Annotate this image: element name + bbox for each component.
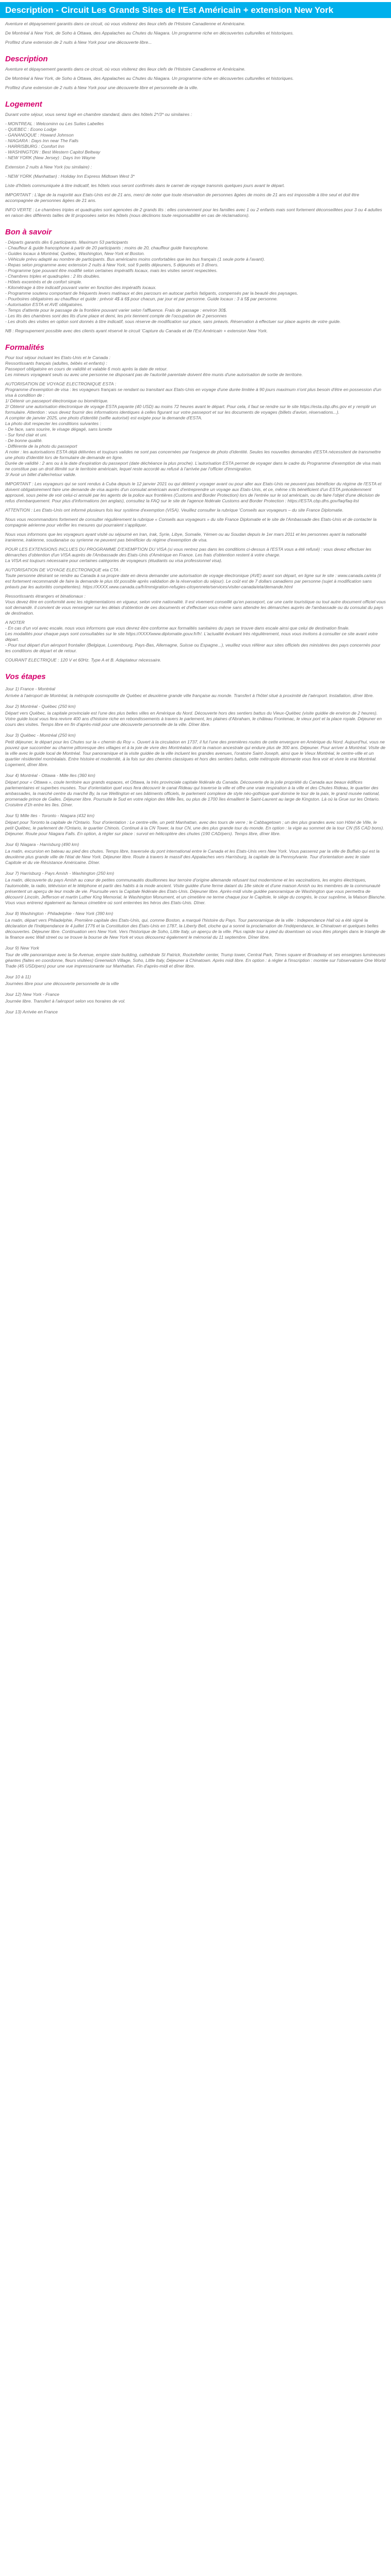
etape-title: Jour 1) France - Montréal [5, 686, 55, 691]
etape-day [5, 842, 386, 866]
title-bar [0, 2, 391, 18]
formalites-paragraph: Ressortissants étrangers et binationaux : [5, 594, 86, 599]
bon-item: - Pourboires obligatoires au chauffeur et guide : prévoir 4$ à 6$ pour chacun, par jour et par personne. Guide locaux : 3 à 5$ par personne. [5, 296, 278, 301]
bon-item: - Autorisation ESTA et AVE obligatoires. [5, 302, 84, 307]
formalites-paragraph: Programme d'exemption de visa : les voyageurs français se rendant ou transitant aux Etats-Unis en voyage d'une durée limitée à 90 jours maximum n'ont plus besoin d'être en possession d'un visa à condition de : [5, 387, 382, 398]
page-title: Description - Circuit Les Grands Sites de l'Est Américain + extension New York [5, 5, 334, 15]
etape-title: Jour 10 à 11) [5, 974, 31, 979]
formalites-heading: Formalités [5, 343, 44, 352]
formalites-paragraph: Les mineurs voyageant seuls ou avec une personne ne disposant pas de l'autorité parentale doivent être munis d'une autorisation de sortie de territoire. [5, 372, 303, 377]
bon-item: - Les droits des visites en option sont donnés à titre indicatif, sous réserve de modification sur place, sans préavis. Réservation à effectuer sur place auprès de votre guide. [5, 319, 341, 324]
formalites-paragraph: Les modalités pour chaque pays sont consultables sur le site https://XXXXwww.diplomatie.gouv.fr/fr/. L'actualité évoluant très régulièrement, nous vous invitons à consulter ce site avant votre départ. [5, 631, 378, 642]
formalites-paragraph: Nous vous recommandons fortement de consulter régulièrement la rubrique « Conseils aux voyageurs » du site France Diplomatie et le site de l'Ambassade des Etats-Unis et de contacter la compagnie aérienne pour vérifier les mesures qui pourraient s'appliquer. [5, 517, 377, 528]
etape-day [5, 992, 386, 1004]
formalites-paragraph: 1/ Détenir un passeport électronique ou biométrique. [5, 398, 109, 403]
etape-text: La matin, découverte du pays Amish au cœur de petites communautés douillonnes leur terroire d'origine allemande refusant tout modernisme et les vaccinations, les engins électriques, l'automobile, la radio, télévision et le téléphone et partir des habits à la mode ancient. Visite guidée d'une ferme datant du 18e siècle et d'une maison Amish ou les membres de la communauté présentent un aperçu de leur mode de vie. Poursuite vers la Capitale fédérale des Etats-Unis. Déjeuner libre. Après-midi visite guidée panoramique de Washington que vous permettra de découvrir Lincoln, Jefferson et martin Luther King Memorial, le Washington Monument, et un cimetière ne terme chaque jour le Capitole, le siège du congrès, le cour suprême, la Maison Blanche. Vous vous entrerez également au fameux cimetière où sont enterrées les héros des Etats-Unis. Dîner. [5, 877, 386, 905]
logement-paragraph-2: Extension 2 nuits à New York (ou similaire) : [5, 164, 92, 170]
etape-text: Petit déjeuner, le départ pour les Chutes sur la « chemin du Roy ». Ouvert à la circulation en 1737, il fut l'une des premières routes de cette envergure en Amérique du Nord. Aujourd'hui, vous ne pouvez que succomber au charme pittoresque des villages et à la joie de vivre des Montréalais dont la maison ancestrale qui endure plus de 300 ans. Déjeuner. Pour arriver à Montréal. Visite de la ville avec le guide local de Montréal. Tour panoramique et la visite guidée de la ville incluent les grandes avenues, l'oratoire Saint-Joseph, ainsi que le Vieux Montréal, le centre-ville et un quartier résidentiel montréalais. Entre histoire et modernité, à la fois sur des chemins classiques et hors des sentiers battus, cette métropole étonnante vous fera voir et vivre le vrai Montréal. Logement, dîner libre. [5, 739, 386, 767]
bon-item: - Programme soutenu comportant de fréquents levers matinaux et des parcours en autocar parfois fatigants, compensés par la beauté des paysages. [5, 291, 298, 296]
hotel-item: - GANANOQUE : Howard Johnson [5, 132, 74, 138]
formalites-paragraph: La photo doit respecter les conditions suivantes : [5, 421, 101, 426]
formalites-paragraph: - De bonne qualité. [5, 438, 43, 443]
etapes-block [5, 686, 386, 1015]
bon-item: - Guides locaux à Montréal, Québec, Washington, New-York et Boston. [5, 251, 145, 256]
formalites-paragraph: La VISA est toujours nécessaire pour certaines catégories de voyageurs (étudiants ou visa professionnel visa). [5, 558, 223, 563]
etape-text: La matin, départ vers Philadelphie, Première capitale des Etats-Unis, qui, comme Boston, a marqué l'histoire du Pays. Tour panoramique de la ville : Independance Hall où a été signé la déclaration de l'Indépendance le 4 juillet 1776 et la Constitution des États-Unis en 1787, la Liberty Bell, cloche qui a sonné la proclamation de l'indépendance, le Chinatown et quelques belles découvertes. Déjeuner libre. Continuation vers New York. Vers l'historique de Soho, Little Italy, un aperçu de la ville. Plus rapide tour à pied du downtown où vous êtes plongés dans le triangle de la finance avec Wall street ou se trouve la bourse de New York et vous découvrez également le mémorial du 11 septembre. Dîner libre. [5, 918, 386, 940]
formalites-paragraph: Toute personne désirant se rendre au Canada à sa propre date en devra demander une autorisation de voyage électronique (AVE) avant son départ, en ligne sur le site : www.canada.ca/eta (il est fortement recommandé de faire la demande le plus tôt possible après validation de la réservation du séjour). Le coût est de 7 dollars canadiens par personne (sujet à modification sans préavis par les autorités compétentes). https://XXXX.www.canada.ca/fr/immigration-refugies-citoyennete/services/visiter-canada/eta/demande.html [5, 573, 381, 589]
logement-paragraph-5: IMPORTANT : L'âge de la majorité aux Etats-Unis est de 21 ans, merci de noter que toute réservation de personnes âgées de moins de 21 ans est impossible à titre seul et doit être accompagnée de personnes âgées de 21 ans. [5, 192, 360, 203]
etape-day [5, 911, 386, 940]
formalites-paragraph: Pour tout séjour incluant les Etats-Unis et le Canada : [5, 355, 110, 360]
etape-title: Jour 3) Québec - Montréal (250 km) [5, 733, 76, 738]
formalites-paragraph: - Différente de la photo du passeport [5, 444, 77, 449]
formalites-paragraph: IMPORTANT : Les voyageurs qui se sont rendus à Cuba depuis le 12 janvier 2021 ou qui détient y voyager avant ou pour aller aux Etats-Unis ne peuvent pas bénéficier du régime de l'ESTA et doivent obligatoirement faire une demande de visa auprès d'un consulat américain avant d'entreprendre un voyage aux Etats-Unis, et ce, même s'ils bénéficient d'un ESTA précédemment approuvé, sous peine de voir celui-ci annulé par les agents de la police aux frontières (Customs and Border Protection) lors de l'entrée sur le sol américain, ou de faire l'objet d'une décision de refus d'embarquement. Pour plus d'informations (en anglais), consultez la FAQ sur le site de l'agence fédérale Customs and Border Protection : https://ESTA.cbp.dhs.gov/faq/faq-list [5, 481, 382, 503]
hotel-item: - NIAGARA : Days Inn near The Falls [5, 138, 79, 143]
formalites-paragraph: Nous vous informons que les voyageurs ayant visité ou séjourné en Iran, Irak, Syrie, Libye, Somalie, Yémen ou au Soudan depuis le 1er mars 2011 et les personnes ayant la nationalité iranienne, irakienne, soudanaise ou syrienne ne peuvent pas bénéficier du régime d'exemption de visa. [5, 532, 367, 543]
bon-a-savoir-list [5, 240, 386, 325]
logement-paragraph-3: - NEW YORK (Manhattan) : Holiday Inn Express Midtown West 3* [5, 174, 135, 179]
etape-text: Tour de ville panoramique avec la 5e Avenue, empire state building, cathédrale St Patrick, Rockefeller center, Trump tower, Central Park, Times square et Broadway et ses enseignes lumineuses géantes (faites en coordonne, fleurs visitées) Greenwich Village, Soho, Little Italy, Déjeuner à Chinatown. Après midi libre. En option : à régler à l'inscription : montée sur l'observatoire One World Trade (45 USD/pers) pour une vue impressionante sur Manhattan. Fin d'après-midi et dîner libre. [5, 952, 386, 969]
description-paragraph-2: De Montréal à New York, de Soho à Ottawa, des Appalaches au Chutes du Niagara. Un programme riche en découvertes culturelles et historiques. [5, 76, 294, 81]
hotel-item: - NEW YORK (New Jersey) : Days Inn Wayne [5, 155, 95, 160]
intro-paragraph-1: Aventure et dépaysement garantis dans ce circuit, où vous visiterez des lieux clefs de l'Histoire Canadienne et Américaine. [5, 21, 246, 26]
logement-paragraph-4: Liste d'hôtels communiquée à titre indicatif, les hôtels vous seront confirmés dans le carnet de voyage transmis quelques jours avant le départ. [5, 183, 285, 188]
etape-day [5, 974, 386, 987]
etape-title: Jour 7) Harrisburg - Pays Amish - Washington (250 km) [5, 871, 115, 876]
etape-title: Jour 5) Mille Iles - Toronto - Niagara (432 km) [5, 813, 95, 818]
formalites-paragraph: - En cas d'un vol avec escale, nous vous informons que vous devrez être conforme aux formalités sanitaires du pays se trouve dans escale ainsi que celui de destination finale. [5, 625, 350, 631]
etape-day [5, 871, 386, 906]
etape-day [5, 704, 386, 727]
bon-item: - Départs garantis dès 6 participants. Maximum 53 participants [5, 240, 128, 245]
description-paragraph-1: Aventure et dépaysement garantis dans ce circuit, où vous visiterez des lieux clefs de l'Histoire Canadienne et Américaine. [5, 66, 246, 72]
description-paragraph-3: Profitez d'une extension de 2 nuits à New York pour une découverte libre et personnelle de la ville. [5, 85, 199, 90]
hotel-item: - MONTREAL : Welcominn ou Les Suites Labelles [5, 121, 104, 126]
etape-text: Journées libre pour une découverte personnelle de la ville [5, 981, 119, 986]
etape-day [5, 1009, 386, 1015]
etape-day [5, 813, 386, 837]
etape-title: Jour 9) New York [5, 945, 39, 951]
bon-a-savoir-block [5, 240, 386, 334]
bon-item: - Hôtels excentrés et de confort simple. [5, 279, 83, 284]
etape-day [5, 773, 386, 808]
formalites-paragraph: COURANT ELECTRIQUE : 120 V et 60Hz. Type A et B. Adaptateur nécessaire. [5, 657, 161, 663]
formalites-paragraph: 2/ Obtenir une autorisation électronique de voyage ESTA payante (40 USD) au moins 72 heures avant le départ. Pour cela, il faut se rendre sur le site https://esta.cbp.dhs.gov et y remplir un formulaire. Attention : vous devez fournir des informations identiques à celles figurant sur votre passeport et sur les documents de voyages (billets d'avion, réservations...). [5, 404, 376, 415]
logement-paragraph-6: INFO VERTE : Le chambres triples et quadruples sont agencées de 2 grands lits : elles conviennent pour les familles avec 1 ou 2 enfants mais sont fortement déconseillées pour 3 ou 4 adultes en raison des différents tailles de lit proposées selon les hôtels (nous déclinons toute responsabilité en cas de réclamations). [5, 207, 382, 218]
etape-text: Arrivée à l'aéroport de Montréal, la métropole cosmopolite de Québec et deuxième grande ville française au monde. Transfert à l'hôtel situé à proximité de l'aéroport. Installation, dîner libre. [5, 693, 374, 698]
formalites-paragraph: - Sur fond clair et uni. [5, 432, 47, 437]
etape-title: Jour 6) Niagara - Harrisburg (490 km) [5, 842, 79, 847]
bon-item: - Temps d'attente pour le passage de la frontière pouvant varier selon l'affluence. Frais de passage : environ 30$. [5, 308, 227, 313]
formalites-paragraph: Passeport obligatoire en cours de validité et valable 6 mois après la date de retour. [5, 366, 168, 371]
etape-title: Jour 2) Montréal - Québec (250 km) [5, 704, 76, 709]
formalites-paragraph: - Pour tout départ d'un aéroport frontalier (Belgique, Luxembourg, Pays-Bas, Allemagne, Suisse ou Espagne...), veuillez vous référer aux sites officiels des ministères des pays concernés pour les conditions de départ et de retour. [5, 642, 381, 653]
etape-text: Départ vers Québec, la capitale provinciale est l'une des plus belles villes en Amérique du Nord. Découverte hors des sentiers battus du Vieux-Québec (visite guidée de environ de 2 heures). Votre guide local vous fera revivre 400 ans d'histoire riche en rebondissements à travers le parlement, les plaines d'Abraham, le château Frontenac, le vieux port et la place royale. Déjeuner en cours des visites. Temps libre en fin d'après-midi pour une découverte personnelle de la ville. Dîner libre. [5, 710, 382, 727]
etape-day [5, 733, 386, 768]
content [0, 21, 391, 1015]
hotel-list [5, 121, 386, 161]
formalites-paragraph: A NOTER [5, 620, 25, 625]
etapes-heading: Vos étapes [5, 672, 46, 681]
formalites-paragraph: A noter : les autorisations ESTA déjà délivrées et toujours valides ne sont pas concernées par l'exigence de photo d'identité. Seules les nouvelles demandes d'ESTA nécessitent de transmettre une photo d'identité lors de formulaire de demande en ligne. [5, 449, 381, 460]
formalites-paragraph: A compter de janvier 2025, une photo d'identité (selfie autorisé) est exigée pour la demande d'ESTA. [5, 415, 203, 420]
etape-text: Départ pour « Ottawa », coule territoire aux grands espaces, et Ottawa, la très provinciale capitale fédérale du Canada. Découverte de la jolie propriété du Canada aux beaux édifices parlementaires et superbes musées. Tour d'orientation quel vous fera découvrir le canal Rideau qui traverse la ville et offre une vraie respiration à la ville et des Chutes Rideau, le quartier des ambassades, la marché centre du marché By, la rue Wellington et ses bâtiments officiels, le parlement complexe de style néo-gothique quel domine le tour de la paix, le grand musée national, promenade prince de Galles. Déjeuner libre. Poursuite le Sud en votre région des Mille Îles, ou plus de 1700 îles émaillent le Saint-Laurent au large de Kingston. Là où la Grue sur les Ontario. Croisière d'1h entre les îles. Dîner. [5, 779, 380, 807]
etape-title: Jour 13) Arrivée en France [5, 1009, 58, 1014]
etape-day [5, 945, 386, 969]
formalites-paragraph: POUR LES EXTENSIONS INCLUES DU PROGRAMME D'EXEMPTION DU VISA (si vous rentrez pas dans les conditions ci-dessus à l'ESTA vous a été refusé) : vous devez effectuer les démarches d'obtention d'un VISA auprès de l'Ambassade des Etats-Unis d'Amérique en France. Les frais d'obtention restent à votre charge. [5, 547, 371, 557]
logement-heading: Logement [5, 100, 42, 109]
bon-item: - Kilométrage à titre indicatif pouvant varier en fonction des impératifs locaux. [5, 285, 157, 290]
formalites-paragraph: AUTORISATION DE VOYAGE ELECTRONIQUE eta CTA : [5, 567, 121, 572]
formalites-paragraph: - De face, sans sourire, le visage dégagé, sans lunette [5, 427, 112, 432]
etape-day [5, 686, 386, 699]
intro-block [5, 21, 386, 45]
etape-text: La matin, excursion en bateau au pied des chutes. Temps libre, traversée du pont international entre le Canada et les Etats-Unis vers New York. Vous passerez par la ville de Buffalo qui est la deuxième plus grande ville de l'état de New York. Déjeuner libre. Route à travers le massif des Appalaches vers Harrisburg, la capitale de la Pennsylvanie. Tour d'orientation avec le state Capitole et du vie Résistance Américaine. Dîner. [5, 849, 380, 865]
bon-item: - Les lits des chambres sont des lits d'une place et demi, les prix tiennent compte de l'occupation de 2 personnes [5, 313, 227, 318]
formalites-paragraph: Vous devez être en conformité avec les réglementations en vigueur, selon votre nationalité. Il est vivement conseillé qu'en passeport, car une carte touristique ou tout autre document officiel vous soit demandé. Il convient de vous renseigner sur les délais d'obtention de ces documents et d'effectuer vous-même sans attendre les démarches auprès de l'ambassade ou du consulat du pays de destination. [5, 599, 386, 616]
formalites-paragraph: 3/ Avoir un billet d'aller/retour valide. [5, 472, 76, 477]
etape-title: Jour 8) Washington - Philadelphie - New York (390 km) [5, 911, 113, 916]
etape-text: Départ pour Toronto la capitale de l'Ontario. Tour d'orientation : Le centre-ville, un petit Manhattan, avec des tours de verre ; le Cabbagetown ; un des plus grandes avec son Hôtel de Ville, le petit Québec, le parlement de l'Ontario, le quartier Chinois. Continué à la CN Tower, la tour CN, une des plus grande tour du monde. En option : la vigie au sommet de la tour CN (55 CAD bons). Déjeuner. Route pour Niagara Falls. En option, à régler sur place : survol en hélicoptère des chutes (190 CAD/pers). Temps libre, dîner libre. [5, 820, 384, 836]
formalites-paragraph: AUTORISATION DE VOYAGE ELECTRONIQUE ESTA : [5, 381, 117, 386]
etape-text: Journée libre. Transfert à l'aéroport selon vos horaires de vol. [5, 998, 126, 1004]
page [0, 0, 391, 1039]
formalites-paragraph: ATTENTION : Les Etats-Unis ont informé plusieurs fois leur système d'exemption (VISA). Veuillez consulter la rubrique 'Conseils aux voyageurs – du site France Diplomatie. [5, 507, 344, 513]
description-block [5, 66, 386, 91]
formalites-paragraph: Ressortissants français (adultes, bébés et enfants) : [5, 361, 107, 366]
intro-paragraph-3: Profitez d'une extension de 2 nuits à New York pour une découverte libre... [5, 40, 152, 45]
logement-paragraph-1: Durant votre séjour, vous serez logé en chambre standard, dans des hôtels 2*/3* ou similaires : [5, 112, 192, 117]
bon-a-savoir-heading: Bon à savoir [5, 228, 52, 236]
formalites-block [5, 355, 386, 663]
formalites-paragraph: Durée de validité : 2 ans ou à la date d'expiration du passeport (date déchéance la plus proche). L'autorisation ESTA permet de voyager dans le cadre du Programme d'exemption de visa mais ne constitue pas un droit illimité sur le territoire américain, lequel reste accordé au refusé à l'arrivée par l'officier d'immigration. [5, 461, 381, 471]
hotel-item: - HARRISBURG : Comfort Inn [5, 144, 64, 149]
hotel-item: - QUEBEC : Econo Lodge [5, 127, 57, 132]
bon-item: - Véhicule prévu adapté au nombre de participants. Bus américains moins confortables que les bus français (1 seule porte à l'avant). [5, 257, 265, 262]
bon-item: - Programme type pouvant être modifié selon certaines impératifs locaux, mais les visites seront respectées. [5, 268, 218, 273]
intro-paragraph-2: De Montréal à New York, de Soho à Ottawa, des Appalaches au Chutes du Niagara. Un programme riche en découvertes culturelles et historiques. [5, 30, 294, 36]
bon-item: - Chauffeur & guide francophone à partir de 20 participants ; moins de 20, chauffeur guide francophone. [5, 245, 209, 250]
logement-block [5, 112, 386, 218]
etape-title: Jour 4) Montréal - Ottawa - Mille Iles (360 km) [5, 773, 95, 778]
hotel-item: - WASHINGTON : Best Western Capitol Beltway [5, 149, 101, 155]
bon-note: NB : Regroupement possible avec des clients ayant réservé le circuit 'Capture du Canada et de l'Est Américain + extension New York. [5, 328, 268, 333]
bon-item: - Chambres triples et quadruples : 2 lits doubles. [5, 274, 101, 279]
etape-title: Jour 12) New York - France [5, 992, 59, 997]
bon-item: - Repas selon programme avec extension 2 nuits à New York, soit 9 petits déjeuners, 5 déjeunés et 3 dîners. [5, 262, 219, 267]
description-heading: Description [5, 55, 48, 63]
